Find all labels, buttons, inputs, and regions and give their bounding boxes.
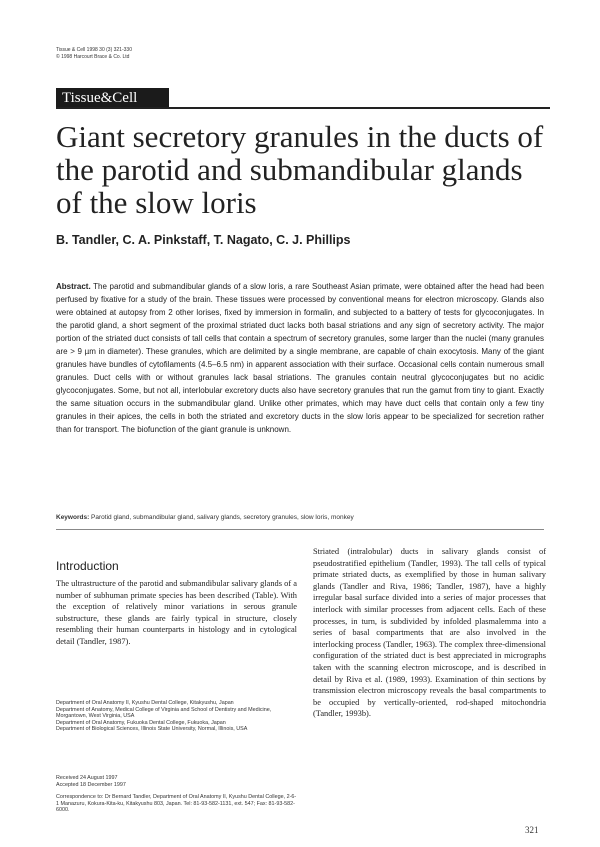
citation-line-1: Tissue & Cell 1998 30 (3) 321-330 <box>56 47 132 53</box>
keywords-text: Parotid gland, submandibular gland, salivary glands, secretory granules, slow loris, monkey <box>91 514 354 521</box>
affiliation: Department of Oral Anatomy, Fukuoka Dental College, Fukuoka, Japan <box>56 719 226 726</box>
received-date: Received 24 August 1997 <box>56 775 118 781</box>
article-dates <box>56 775 297 788</box>
intro-right-column: Striated (intralobular) ducts in salivary glands consist of pseudostratified epithelium (Tandler, 1993). The tall cells of typical primate striated ducts, as exemplified by those in human salivary glands (Tandler and Riva, 1986; Tandler, 1987), have a highly irregular basal surface divided into a series of major processes that interlock with similar processes from adjacent cells. Each of these processes, in turn, is subdivided by infolded plasmalemma into a series of basal compartments that are also involved in the interlocking process (Tandler, 1963). The complex three-dimensional configuration of the striated duct is best appreciated in micrographs taken with the scanning electron microscope, and is described in detail by Riva et al. (1989, 1993). Examination of thin sections by transmission electron microscopy reveals the basal compartments to be occupied by vertically-oriented, rod-shaped mitochondria (Tandler, 1993b). <box>313 547 546 719</box>
header-rule <box>56 107 550 109</box>
page-number: 321 <box>525 825 539 835</box>
intro-left-column: The ultrastructure of the parotid and submandibular salivary glands of a number of subhuman primate species has been described (Table). With the exception of relatively minor variations in serous granule substructure, these glands are fairly typical in structure, closely resembling their human counterparts in histology and in cytological detail (Tandler, 1987). <box>56 579 297 646</box>
abstract-label: Abstract. <box>56 282 91 291</box>
accepted-date: Accepted 18 December 1997 <box>56 781 126 788</box>
affiliations <box>56 700 297 733</box>
section-heading-introduction: Introduction <box>56 559 119 573</box>
keywords-divider <box>56 529 544 530</box>
article-title: Giant secretory granules in the ducts of the parotid and submandibular glands of the slow loris <box>56 119 544 220</box>
abstract-text: The parotid and submandibular glands of a slow loris, a rare Southeast Asian primate, were obtained after the head had been perfused by fixative for a study of the brain. These tissues were processed by conventional means for electron microscopy. Glands also were obtained at autopsy from 2 other lorises, fixed by immersion in formalin, and subjected to a battery of tests for glycoconjugates. In the parotid gland, a short segment of the proximal striated duct lacks both basal striations and any sign of secretory activity. The major portion of the striated duct consists of tall cells that contain a spectrum of secretory granules, some larger than the nuclei (many granules are > 9 µm in diameter). These granules, which are delimited by a single membrane, are capable of chain exocytosis. Many of the giant granules have bundles of cytofilaments (4.5–6.5 nm) in apparent association with their surface. Occasional cells contain numerous small granules. Duct cells with or without granules lack basal striations. The granules contain neutral glycoconjugates but no acidic glycoconjugates. Some, but not all, interlobular excretory ducts also have secretory granules that run the gamut from tiny to giant. Exactly the same situation occurs in the submandibular gland. Unlike other primates, which may have duct cells that contain only a few tiny granules in their apices, the cells in both the striated and excretory ducts in the slow loris appear to be specialized for secretion rather than for transport. The biofunction of the giant granule is unknown. <box>56 282 545 434</box>
keywords-label: Keywords: <box>56 514 90 521</box>
correspondence-note: Correspondence to: Dr Bernard Tandler, Department of Oral Anatomy II, Kyushu Dental College, 2-6-1 Manazuru, Kokura-Kita-ku, Kitakyushu 803, Japan. Tel: 81-93-582-1131, ext. 547; Fax: 81-93-582-6000. <box>56 794 297 814</box>
affiliation: Department of Oral Anatomy II, Kyushu Dental College, Kitakyushu, Japan <box>56 700 234 706</box>
citation-line-2: © 1998 Harcourt Brace & Co. Ltd <box>56 54 130 60</box>
affiliation: Department of Biological Sciences, Illinois State University, Normal, Illinois, USA <box>56 726 248 733</box>
keywords <box>56 514 544 521</box>
journal-banner: Tissue&Cell <box>56 88 169 108</box>
affiliation: Department of Anatomy, Medical College of Virginia and School of Dentistry and Medicine, Morgantown, West Virginia, USA <box>56 706 272 720</box>
author-list: B. Tandler, C. A. Pinkstaff, T. Nagato, C. J. Phillips <box>56 233 351 247</box>
abstract <box>56 280 544 436</box>
